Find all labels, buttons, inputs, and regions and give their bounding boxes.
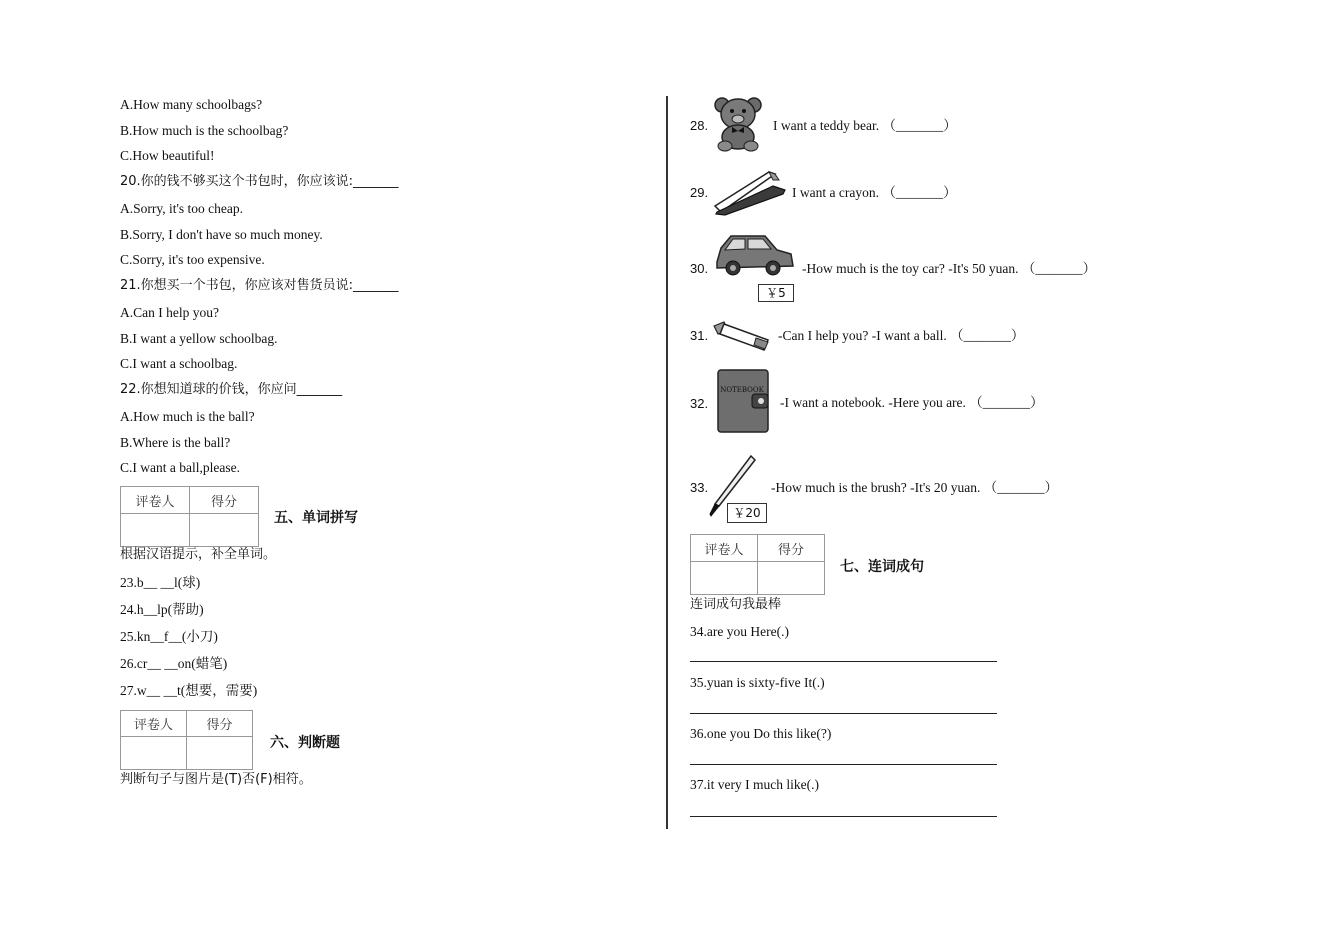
section6-instruction: 判断句子与图片是(T)否(F)相符。 xyxy=(120,772,312,787)
q21-option-c: C.I want a schoolbag. xyxy=(120,356,238,371)
score-cell[interactable] xyxy=(758,562,825,595)
q22-option-c: C.I want a ball,please. xyxy=(120,460,240,475)
section6-title: 六、判断题 xyxy=(270,735,340,751)
q26-item: 26.cr__ __on(蜡笔) xyxy=(120,656,228,671)
notebook-cover-label: NOTEBOOK xyxy=(720,386,764,394)
q36-answer-line[interactable] xyxy=(690,764,997,765)
notebook-icon xyxy=(716,368,772,436)
grader-label: 评卷人 xyxy=(121,487,190,514)
q35-answer-line[interactable] xyxy=(690,713,997,714)
q21-option-a: A.Can I help you? xyxy=(120,305,219,320)
q22-option-a: A.How much is the ball? xyxy=(120,409,255,424)
section5-title: 五、单词拼写 xyxy=(274,510,358,526)
q24-item: 24.h__lp(帮助) xyxy=(120,602,204,617)
q37-answer-line[interactable] xyxy=(690,816,997,817)
toy-car-icon xyxy=(713,230,797,280)
score-cell[interactable] xyxy=(190,514,259,547)
q34-item: 34.are you Here(.) xyxy=(690,624,789,639)
grader-cell[interactable] xyxy=(691,562,758,595)
q23-item: 23.b__ __l(球) xyxy=(120,575,201,590)
section7-title: 七、连词成句 xyxy=(840,559,924,575)
crayon-icon xyxy=(713,168,787,216)
column-divider xyxy=(666,96,668,829)
q36-item: 36.one you Do this like(?) xyxy=(690,726,832,741)
q32-number: 32. xyxy=(690,396,709,411)
q19-option-a: A.How many schoolbags? xyxy=(120,97,263,112)
q22-option-b: B.Where is the ball? xyxy=(120,435,231,450)
q33-price-tag: ￥20 xyxy=(727,503,767,523)
q21-stem: 21.你想买一个书包，你应该对售货员说:_______ xyxy=(120,278,399,293)
q20-option-a: A.Sorry, it's too cheap. xyxy=(120,201,244,216)
section7-instruction: 连词成句我最棒 xyxy=(690,597,782,612)
section5-instruction: 根据汉语提示，补全单词。 xyxy=(120,547,277,562)
grader-cell[interactable] xyxy=(121,737,187,770)
score-label: 得分 xyxy=(190,487,259,514)
teddy-bear-icon xyxy=(712,96,764,152)
q30-text: -How much is the toy car? -It's 50 yuan. （_______） xyxy=(802,261,1097,276)
glue-stick-icon xyxy=(710,320,774,352)
q29-number: 29. xyxy=(690,185,709,200)
q35-item: 35.yuan is sixty-five It(.) xyxy=(690,675,825,690)
section7-score-table xyxy=(690,534,825,595)
q33-text: -How much is the brush? -It's 20 yuan. （_______） xyxy=(771,480,1059,495)
score-label: 得分 xyxy=(187,711,253,737)
q30-price-tag: ￥5 xyxy=(758,284,794,302)
grader-cell[interactable] xyxy=(121,514,190,547)
q34-answer-line[interactable] xyxy=(690,661,997,662)
score-label: 得分 xyxy=(758,535,825,562)
q19-option-c: C.How beautiful! xyxy=(120,148,215,163)
score-cell[interactable] xyxy=(187,737,253,770)
q31-text: -Can I help you? -I want a ball. （_______） xyxy=(778,328,1025,343)
q21-option-b: B.I want a yellow schoolbag. xyxy=(120,331,278,346)
q20-stem: 20.你的钱不够买这个书包时，你应该说:_______ xyxy=(120,174,399,189)
q29-text: I want a crayon. （_______） xyxy=(792,185,957,200)
section5-score-table xyxy=(120,486,259,547)
q31-number: 31. xyxy=(690,328,709,343)
grader-label: 评卷人 xyxy=(691,535,758,562)
q37-item: 37.it very I much like(.) xyxy=(690,777,819,792)
q19-option-b: B.How much is the schoolbag? xyxy=(120,123,289,138)
q25-item: 25.kn__f__(小刀) xyxy=(120,629,218,644)
section6-score-table xyxy=(120,710,253,770)
q27-item: 27.w__ __t(想要，需要) xyxy=(120,683,258,698)
q28-text: I want a teddy bear. （_______） xyxy=(773,118,957,133)
q33-number: 33. xyxy=(690,480,709,495)
q22-stem: 22.你想知道球的价钱，你应问_______ xyxy=(120,382,343,397)
grader-label: 评卷人 xyxy=(121,711,187,737)
q32-text: -I want a notebook. -Here you are. （_______） xyxy=(780,395,1044,410)
q20-option-c: C.Sorry, it's too expensive. xyxy=(120,252,265,267)
q28-number: 28. xyxy=(690,118,709,133)
q20-option-b: B.Sorry, I don't have so much money. xyxy=(120,227,323,242)
q30-number: 30. xyxy=(690,261,709,276)
